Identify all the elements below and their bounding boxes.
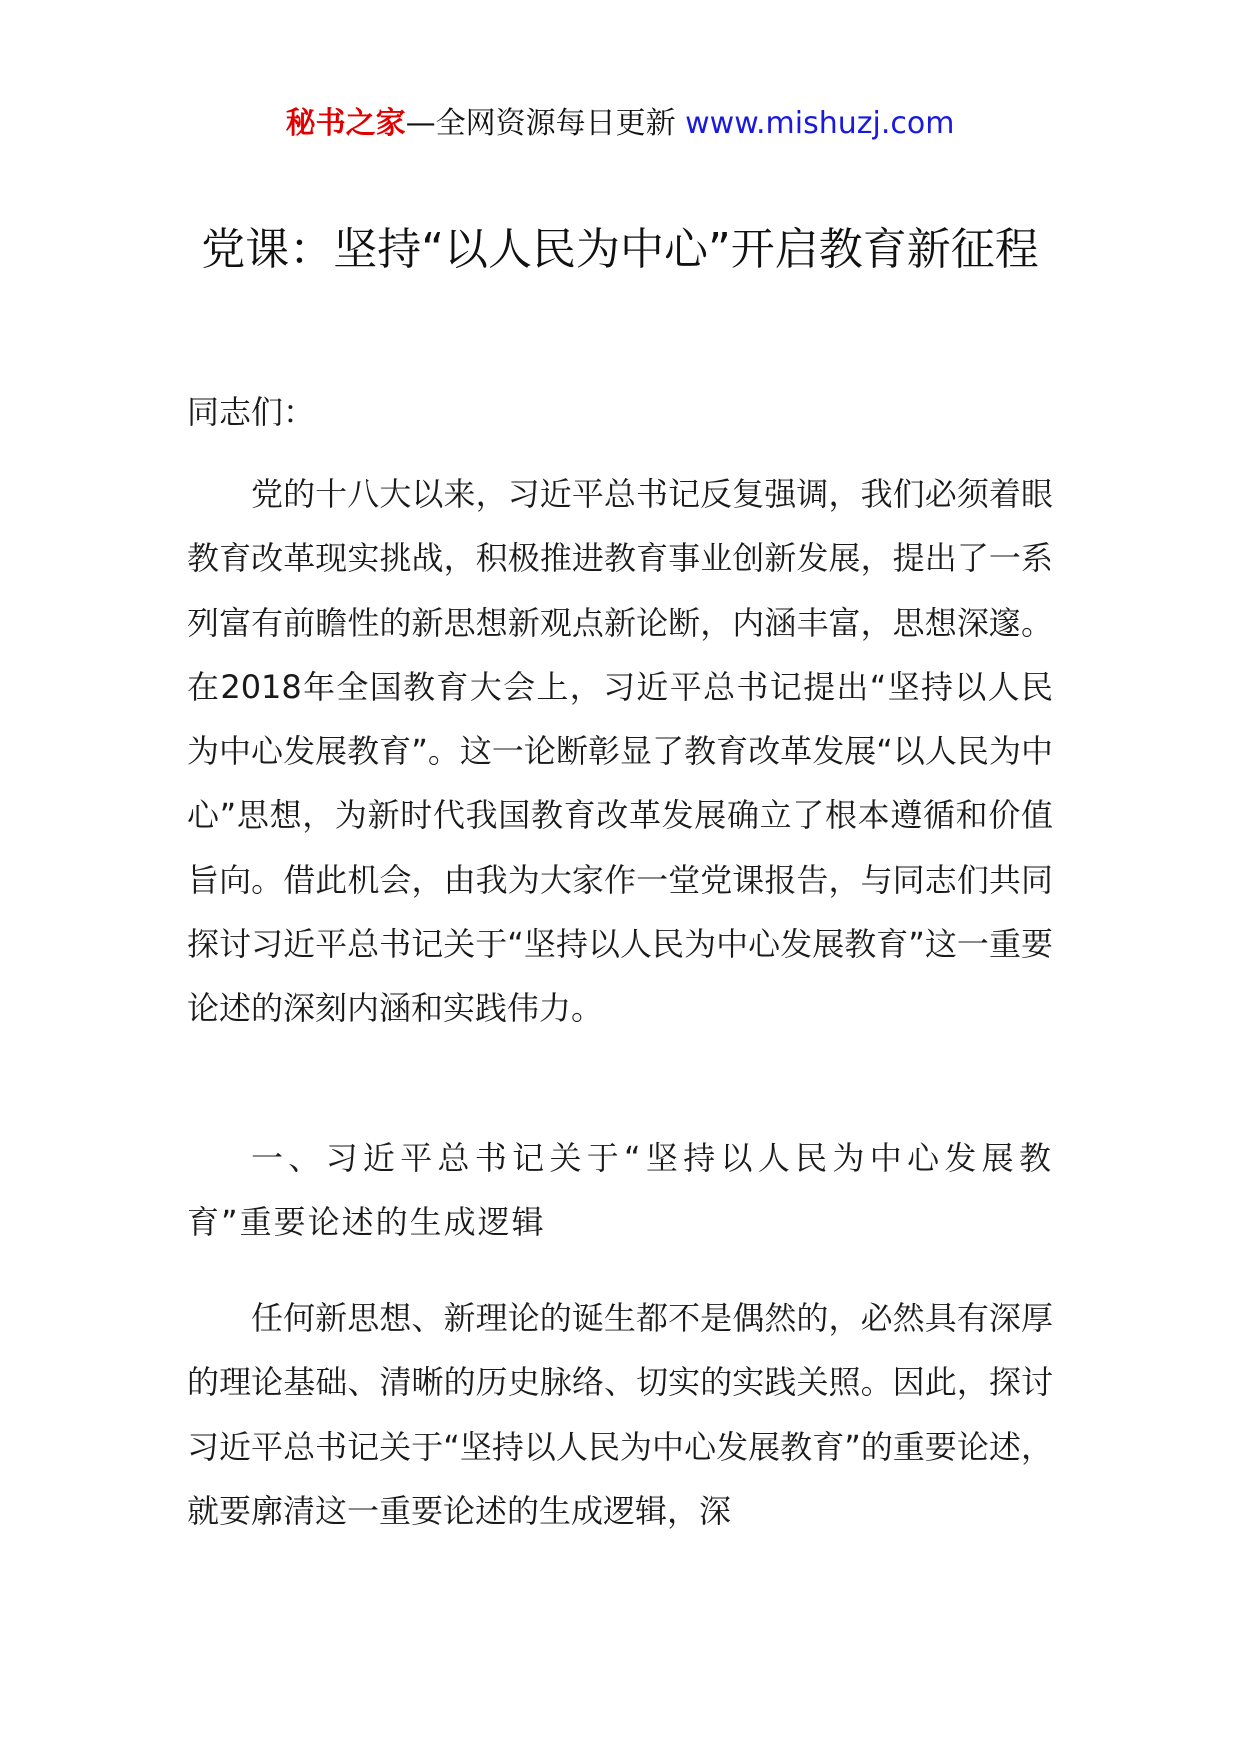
site-url-link[interactable]: www.mishuzj.com	[685, 106, 955, 141]
brand-name: 秘书之家	[285, 106, 406, 141]
document-title: 党课：坚持“以人民为中心”开启教育新征程	[201, 224, 1039, 275]
paragraph-section-1: 任何新思想、新理论的诞生都不是偶然的，必然具有深厚的理论基础、清晰的历史脉络、切实的实践关照。因此，探讨习近平总书记关于“坚持以人民为中心发展教育”的重要论述，就要廓清这一重要论述的生成逻辑，深	[187, 1299, 1053, 1530]
header-tagline: —全网资源每日更新	[405, 106, 676, 141]
paragraph-intro: 党的十八大以来，习近平总书记反复强调，我们必须着眼教育改革现实挑战，积极推进教育事业创新发展，提出了一系列富有前瞻性的新思想新观点新论断，内涵丰富，思想深邃。在2018年全国教育大会上，习近平总书记提出“坚持以人民为中心发展教育”。这一论断彰显了教育改革发展“以人民为中心”思想，为新时代我国教育改革发展确立了根本遵循和价值旨向。借此机会，由我为大家作一堂党课报告，与同志们共同探讨习近平总书记关于“坚持以人民为中心发展教育”这一重要论述的深刻内涵和实践伟力。	[187, 475, 1053, 1028]
salutation: 同志们：	[187, 393, 316, 431]
site-header	[0, 100, 1240, 148]
section-heading-1: 一、习近平总书记关于“坚持以人民为中心发展教育”重要论述的生成逻辑	[187, 1139, 1053, 1242]
